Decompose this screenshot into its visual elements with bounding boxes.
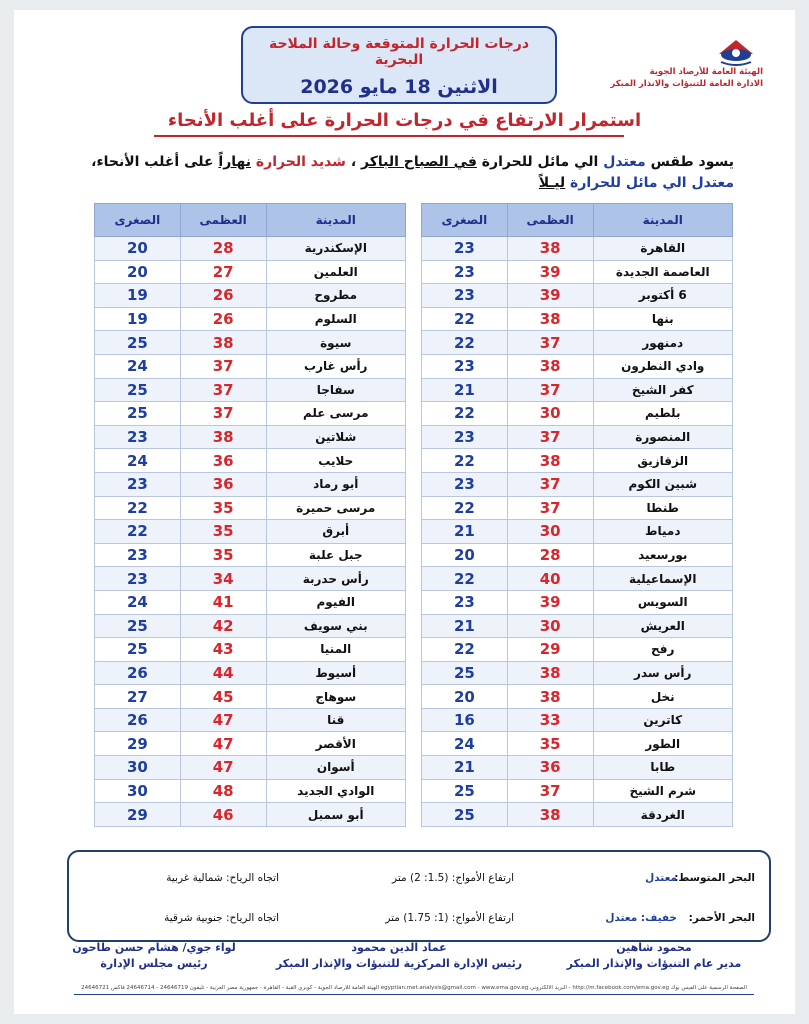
med-sea-wind: اتجاه الرياح: شمالية غربية	[166, 872, 279, 884]
table-row	[422, 378, 733, 402]
footer-divider	[74, 994, 754, 995]
table-row	[95, 661, 406, 685]
table-row	[422, 402, 733, 426]
summary-underlined: ليـلاً	[538, 175, 566, 191]
table-row	[422, 237, 733, 261]
signature-name: محمود شاهين	[616, 941, 692, 954]
min-temp-cell: 19	[95, 284, 181, 308]
table-row	[95, 756, 406, 780]
min-temp-cell: 25	[95, 638, 181, 662]
city-cell: رأس سدر	[593, 661, 733, 685]
table-row	[422, 260, 733, 284]
city-cell: السلوم	[266, 307, 405, 331]
min-temp-cell: 25	[95, 614, 181, 638]
city-cell: بني سويف	[266, 614, 405, 638]
min-temp-cell: 21	[422, 756, 508, 780]
table-body	[422, 237, 733, 827]
max-temp-cell: 36	[507, 756, 593, 780]
summary-highlight: شديد الحرارة	[255, 154, 346, 170]
max-temp-cell: 37	[180, 378, 266, 402]
min-temp-cell: 23	[422, 260, 508, 284]
red-sea-waves: ارتفاع الأمواج: (1: 1.75) متر	[385, 912, 514, 924]
table-row	[95, 614, 406, 638]
max-temp-cell: 29	[507, 638, 593, 662]
min-temp-cell: 24	[95, 590, 181, 614]
max-temp-cell: 36	[180, 472, 266, 496]
max-temp-cell: 37	[507, 779, 593, 803]
table-row	[95, 354, 406, 378]
max-temp-cell: 38	[507, 803, 593, 827]
min-temp-cell: 21	[422, 520, 508, 544]
city-cell: الأقصر	[266, 732, 405, 756]
signature-2	[264, 940, 534, 972]
city-cell: شلاتين	[266, 425, 405, 449]
table-row	[95, 779, 406, 803]
max-temp-cell: 38	[507, 354, 593, 378]
table-row	[95, 567, 406, 591]
max-temp-cell: 35	[180, 496, 266, 520]
max-temp-cell: 39	[507, 260, 593, 284]
table-row	[95, 543, 406, 567]
table-row	[95, 425, 406, 449]
table-row	[422, 779, 733, 803]
summary-underlined: في الصباح الباكر	[361, 154, 477, 170]
table-row	[95, 708, 406, 732]
min-temp-cell: 21	[422, 378, 508, 402]
table-row	[422, 661, 733, 685]
med-sea-state: معتدل	[645, 872, 677, 884]
table-row	[422, 756, 733, 780]
min-temp-cell: 23	[95, 543, 181, 567]
min-temp-cell: 24	[422, 732, 508, 756]
header-min: الصغرى	[95, 204, 181, 237]
table-row	[95, 260, 406, 284]
max-temp-cell: 37	[507, 496, 593, 520]
city-cell: أسوان	[266, 756, 405, 780]
min-temp-cell: 25	[422, 661, 508, 685]
city-cell: الفيوم	[266, 590, 405, 614]
min-temp-cell: 16	[422, 708, 508, 732]
max-temp-cell: 39	[507, 284, 593, 308]
table-row	[95, 284, 406, 308]
table-row	[422, 543, 733, 567]
max-temp-cell: 38	[507, 237, 593, 261]
max-temp-cell: 44	[180, 661, 266, 685]
table-row	[95, 237, 406, 261]
city-cell: أبو سمبل	[266, 803, 405, 827]
max-temp-cell: 30	[507, 402, 593, 426]
min-temp-cell: 23	[422, 237, 508, 261]
table-row	[422, 614, 733, 638]
red-sea-label: البحر الأحمر:	[688, 912, 755, 924]
city-cell: شرم الشيخ	[593, 779, 733, 803]
header-min: الصغرى	[422, 204, 508, 237]
max-temp-cell: 37	[180, 402, 266, 426]
city-cell: طابا	[593, 756, 733, 780]
max-temp-cell: 37	[507, 425, 593, 449]
summary-text: الي مائل للحرارة	[476, 154, 604, 170]
summary-text: على أغلب الأنحاء،	[91, 154, 219, 170]
max-temp-cell: 28	[507, 543, 593, 567]
min-temp-cell: 25	[422, 803, 508, 827]
max-temp-cell: 26	[180, 307, 266, 331]
city-cell: سوهاج	[266, 685, 405, 709]
city-cell: مطروح	[266, 284, 405, 308]
table-row	[95, 496, 406, 520]
max-temp-cell: 38	[180, 425, 266, 449]
signature-3	[54, 940, 254, 972]
red-sea-wind: اتجاه الرياح: جنوبية شرقية	[164, 912, 279, 924]
header-max: العظمى	[180, 204, 266, 237]
max-temp-cell: 47	[180, 732, 266, 756]
city-cell: رأس حدربة	[266, 567, 405, 591]
table-row	[422, 732, 733, 756]
city-cell: القاهرة	[593, 237, 733, 261]
city-cell: المنصورة	[593, 425, 733, 449]
min-temp-cell: 20	[95, 237, 181, 261]
max-temp-cell: 37	[507, 378, 593, 402]
city-cell: وادي النطرون	[593, 354, 733, 378]
bulletin-title: درجات الحرارة المتوقعة وحالة الملاحة البحرية	[268, 36, 530, 68]
city-cell: العريش	[593, 614, 733, 638]
max-temp-cell: 26	[180, 284, 266, 308]
table-row	[422, 496, 733, 520]
max-temp-cell: 42	[180, 614, 266, 638]
max-temp-cell: 38	[507, 661, 593, 685]
min-temp-cell: 27	[95, 685, 181, 709]
table-header-row	[95, 204, 406, 237]
table-row	[95, 520, 406, 544]
city-cell: 6 أكتوبر	[593, 284, 733, 308]
min-temp-cell: 25	[95, 402, 181, 426]
table-row	[95, 378, 406, 402]
header-max: العظمى	[507, 204, 593, 237]
max-temp-cell: 48	[180, 779, 266, 803]
table-row	[422, 567, 733, 591]
city-cell: بورسعيد	[593, 543, 733, 567]
min-temp-cell: 23	[95, 567, 181, 591]
org-line-1: الهيئة العامة للأرصاد الجوية	[649, 67, 763, 77]
table-row	[422, 307, 733, 331]
min-temp-cell: 22	[422, 449, 508, 473]
max-temp-cell: 45	[180, 685, 266, 709]
table-row	[422, 331, 733, 355]
signature-title: رئيس الإدارة المركزية للتنبؤات والإنذار المبكر	[275, 957, 523, 970]
min-temp-cell: 26	[95, 661, 181, 685]
min-temp-cell: 22	[422, 331, 508, 355]
table-row	[95, 803, 406, 827]
city-cell: العلمين	[266, 260, 405, 284]
org-line-2: الادارة العامة للتنبؤات والانذار المبكر	[610, 79, 763, 89]
min-temp-cell: 23	[422, 590, 508, 614]
min-temp-cell: 26	[95, 708, 181, 732]
bulletin-page	[14, 10, 795, 1014]
min-temp-cell: 29	[95, 803, 181, 827]
city-cell: الإسكندرية	[266, 237, 405, 261]
max-temp-cell: 40	[507, 567, 593, 591]
max-temp-cell: 35	[180, 543, 266, 567]
max-temp-cell: 46	[180, 803, 266, 827]
table-row	[95, 402, 406, 426]
max-temp-cell: 33	[507, 708, 593, 732]
table-row	[95, 590, 406, 614]
table-row	[95, 732, 406, 756]
med-sea-label: البحر المتوسط:	[674, 872, 755, 884]
city-cell: رأس غارب	[266, 354, 405, 378]
signature-title: مدير عام التنبؤات والإنذار المبكر	[566, 957, 742, 970]
min-temp-cell: 23	[95, 425, 181, 449]
city-cell: مرسى حميرة	[266, 496, 405, 520]
min-temp-cell: 21	[422, 614, 508, 638]
min-temp-cell: 25	[95, 378, 181, 402]
max-temp-cell: 43	[180, 638, 266, 662]
table-row	[95, 472, 406, 496]
city-cell: قنا	[266, 708, 405, 732]
city-cell: جبل علبة	[266, 543, 405, 567]
city-cell: أسيوط	[266, 661, 405, 685]
city-cell: الغردقة	[593, 803, 733, 827]
min-temp-cell: 24	[95, 354, 181, 378]
city-cell: أبرق	[266, 520, 405, 544]
city-cell: العاصمة الجديدة	[593, 260, 733, 284]
max-temp-cell: 38	[507, 685, 593, 709]
table-row	[95, 638, 406, 662]
headline-divider	[154, 135, 624, 137]
min-temp-cell: 30	[95, 779, 181, 803]
table-row	[422, 472, 733, 496]
max-temp-cell: 35	[180, 520, 266, 544]
min-temp-cell: 20	[422, 685, 508, 709]
max-temp-cell: 27	[180, 260, 266, 284]
min-temp-cell: 22	[95, 520, 181, 544]
city-cell: سيوة	[266, 331, 405, 355]
min-temp-cell: 22	[422, 402, 508, 426]
temperature-table-left	[94, 203, 406, 827]
signature-title: رئيس مجلس الإدارة	[100, 957, 208, 970]
city-cell: الطور	[593, 732, 733, 756]
summary-underlined: نهاراً	[218, 154, 252, 170]
max-temp-cell: 35	[507, 732, 593, 756]
sea-conditions-box	[67, 850, 771, 942]
table-row	[422, 638, 733, 662]
min-temp-cell: 22	[422, 638, 508, 662]
city-cell: بلطيم	[593, 402, 733, 426]
bulletin-date: الاثنين 18 مايو 2026	[300, 76, 498, 98]
min-temp-cell: 23	[422, 284, 508, 308]
table-row	[422, 685, 733, 709]
max-temp-cell: 37	[507, 472, 593, 496]
max-temp-cell: 38	[507, 307, 593, 331]
table-row	[422, 449, 733, 473]
city-cell: بنها	[593, 307, 733, 331]
table-row	[422, 284, 733, 308]
city-cell: السويس	[593, 590, 733, 614]
city-cell: حلايب	[266, 449, 405, 473]
min-temp-cell: 22	[422, 496, 508, 520]
max-temp-cell: 30	[507, 614, 593, 638]
signature-name: عماد الدين محمود	[351, 941, 447, 954]
min-temp-cell: 29	[95, 732, 181, 756]
city-cell: سفاجا	[266, 378, 405, 402]
table-header-row	[422, 204, 733, 237]
max-temp-cell: 47	[180, 708, 266, 732]
city-cell: أبو رماد	[266, 472, 405, 496]
city-cell: دمياط	[593, 520, 733, 544]
max-temp-cell: 39	[507, 590, 593, 614]
header-city: المدينة	[266, 204, 405, 237]
min-temp-cell: 23	[422, 472, 508, 496]
red-sea-state: خفيف: معتدل	[605, 912, 677, 924]
summary-highlight: معتدل	[603, 154, 646, 170]
city-cell: دمنهور	[593, 331, 733, 355]
max-temp-cell: 41	[180, 590, 266, 614]
table-row	[95, 331, 406, 355]
max-temp-cell: 38	[507, 449, 593, 473]
signature-name: لواء جوي/ هشام حسن طاحون	[72, 941, 236, 954]
temperature-table-right	[421, 203, 733, 827]
city-cell: مرسى علم	[266, 402, 405, 426]
table-row	[422, 425, 733, 449]
min-temp-cell: 20	[422, 543, 508, 567]
table-row	[95, 307, 406, 331]
max-temp-cell: 36	[180, 449, 266, 473]
min-temp-cell: 20	[95, 260, 181, 284]
ema-logo-icon	[717, 38, 755, 66]
min-temp-cell: 19	[95, 307, 181, 331]
min-temp-cell: 22	[95, 496, 181, 520]
summary-text: ،	[345, 154, 362, 170]
weather-summary	[84, 152, 734, 194]
summary-highlight: معتدل الي مائل للحرارة	[565, 175, 734, 191]
min-temp-cell: 23	[422, 354, 508, 378]
max-temp-cell: 37	[507, 331, 593, 355]
min-temp-cell: 24	[95, 449, 181, 473]
city-cell: الإسماعيلية	[593, 567, 733, 591]
city-cell: كاترين	[593, 708, 733, 732]
min-temp-cell: 30	[95, 756, 181, 780]
city-cell: الزقازيق	[593, 449, 733, 473]
max-temp-cell: 30	[507, 520, 593, 544]
min-temp-cell: 23	[95, 472, 181, 496]
city-cell: المنيا	[266, 638, 405, 662]
max-temp-cell: 38	[180, 331, 266, 355]
header-city: المدينة	[593, 204, 733, 237]
min-temp-cell: 22	[422, 567, 508, 591]
summary-text: يسود طقس	[645, 154, 734, 170]
max-temp-cell: 47	[180, 756, 266, 780]
min-temp-cell: 25	[422, 779, 508, 803]
organization-name	[563, 66, 763, 90]
headline: استمرار الارتفاع في درجات الحرارة على أغلب الأنحاء	[167, 110, 642, 131]
table-body	[95, 237, 406, 827]
table-row	[422, 708, 733, 732]
table-row	[422, 520, 733, 544]
max-temp-cell: 28	[180, 237, 266, 261]
signature-1	[534, 940, 774, 972]
footer-contact: الصفحة الرسمية على الفيس بوك http://m.facebook.com/ema.gov.eg - البريد الالكتروني egyptian.met.analysis@gmail.com - www.ema.gov.eg الهيئة العامة للأرصاد الجوية - كوبري القبة - القاهرة - جمهورية مصر العربية - تليفون 24646719 - 24646714 فاكس 24646721	[81, 985, 747, 991]
table-row	[422, 590, 733, 614]
min-temp-cell: 22	[422, 307, 508, 331]
max-temp-cell: 34	[180, 567, 266, 591]
title-box	[241, 26, 557, 104]
table-row	[95, 685, 406, 709]
city-cell: نخل	[593, 685, 733, 709]
min-temp-cell: 23	[422, 425, 508, 449]
city-cell: شبين الكوم	[593, 472, 733, 496]
city-cell: الوادي الجديد	[266, 779, 405, 803]
table-row	[95, 449, 406, 473]
max-temp-cell: 37	[180, 354, 266, 378]
med-sea-waves: ارتفاع الأمواج: (1.5: 2) متر	[392, 872, 514, 884]
city-cell: رفح	[593, 638, 733, 662]
min-temp-cell: 25	[95, 331, 181, 355]
table-row	[422, 354, 733, 378]
city-cell: كفر الشيخ	[593, 378, 733, 402]
table-row	[422, 803, 733, 827]
city-cell: طنطا	[593, 496, 733, 520]
